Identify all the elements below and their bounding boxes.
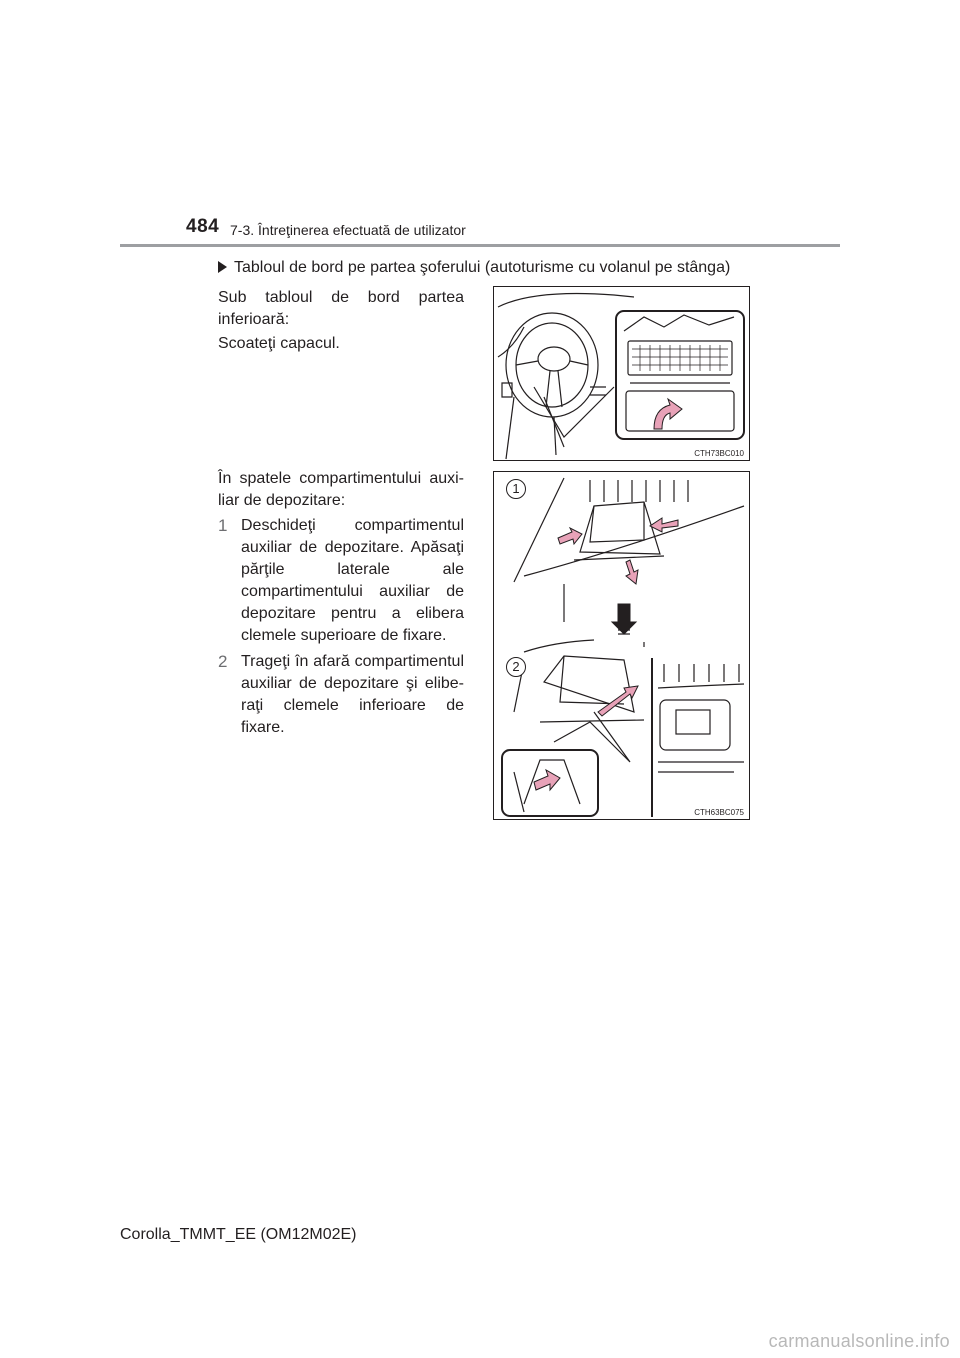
arrow-shape bbox=[626, 560, 638, 584]
header-rule bbox=[120, 244, 840, 247]
figure-2-label-2: 2 bbox=[506, 657, 526, 677]
step-2-number: 2 bbox=[218, 652, 228, 671]
arrow-shape bbox=[612, 604, 636, 634]
figure-fuse-box-cover bbox=[493, 286, 750, 461]
subheading-text: Tabloul de bord pe partea şoferului (autoturisme cu volanul pe stânga) bbox=[234, 259, 731, 276]
arrow-shape bbox=[654, 399, 682, 429]
step-1-number: 1 bbox=[218, 516, 228, 535]
arrow-shape bbox=[534, 770, 560, 790]
arrow-shape bbox=[558, 528, 582, 544]
triangle-bullet-icon bbox=[218, 261, 227, 273]
paragraph-remove-cover: Scoateţi capacul. bbox=[218, 335, 340, 352]
step-1 bbox=[218, 515, 464, 647]
watermark: carmanualsonline.info bbox=[768, 1331, 950, 1351]
figure-2-code: CTH63BC075 bbox=[694, 808, 744, 817]
compartment-illustration bbox=[494, 472, 751, 821]
step-1-text: Deschideţi compartimentul auxiliar de depozitare. Apăsaţi părţile laterale ale compartimentului auxiliar de depozitare pentru a elibera clemele superioare de fixare. bbox=[241, 517, 464, 644]
fuse-box-illustration bbox=[494, 287, 751, 462]
step-2 bbox=[218, 651, 464, 739]
figure-2-label-1: 1 bbox=[506, 479, 526, 499]
paragraph-under-dashboard: Sub tabloul de bord partea inferioară: bbox=[218, 289, 464, 328]
footer-manual-id: Corolla_TMMT_EE (OM12M02E) bbox=[120, 1226, 357, 1243]
page-number: 484 bbox=[186, 216, 220, 237]
paragraph-behind-compartment: În spatele compartimentului auxiliar de depozitare: bbox=[218, 470, 464, 509]
figure-storage-compartment bbox=[493, 471, 750, 820]
figure-1-code: CTH73BC010 bbox=[694, 449, 744, 458]
step-2-text: Trageţi în afară compartimentul auxiliar de depozitare şi eliberaţi clemele inferioare de fixare. bbox=[241, 653, 464, 736]
subheading bbox=[218, 257, 758, 279]
section-title: 7-3. Întreţinerea efectuată de utilizator bbox=[230, 222, 466, 238]
